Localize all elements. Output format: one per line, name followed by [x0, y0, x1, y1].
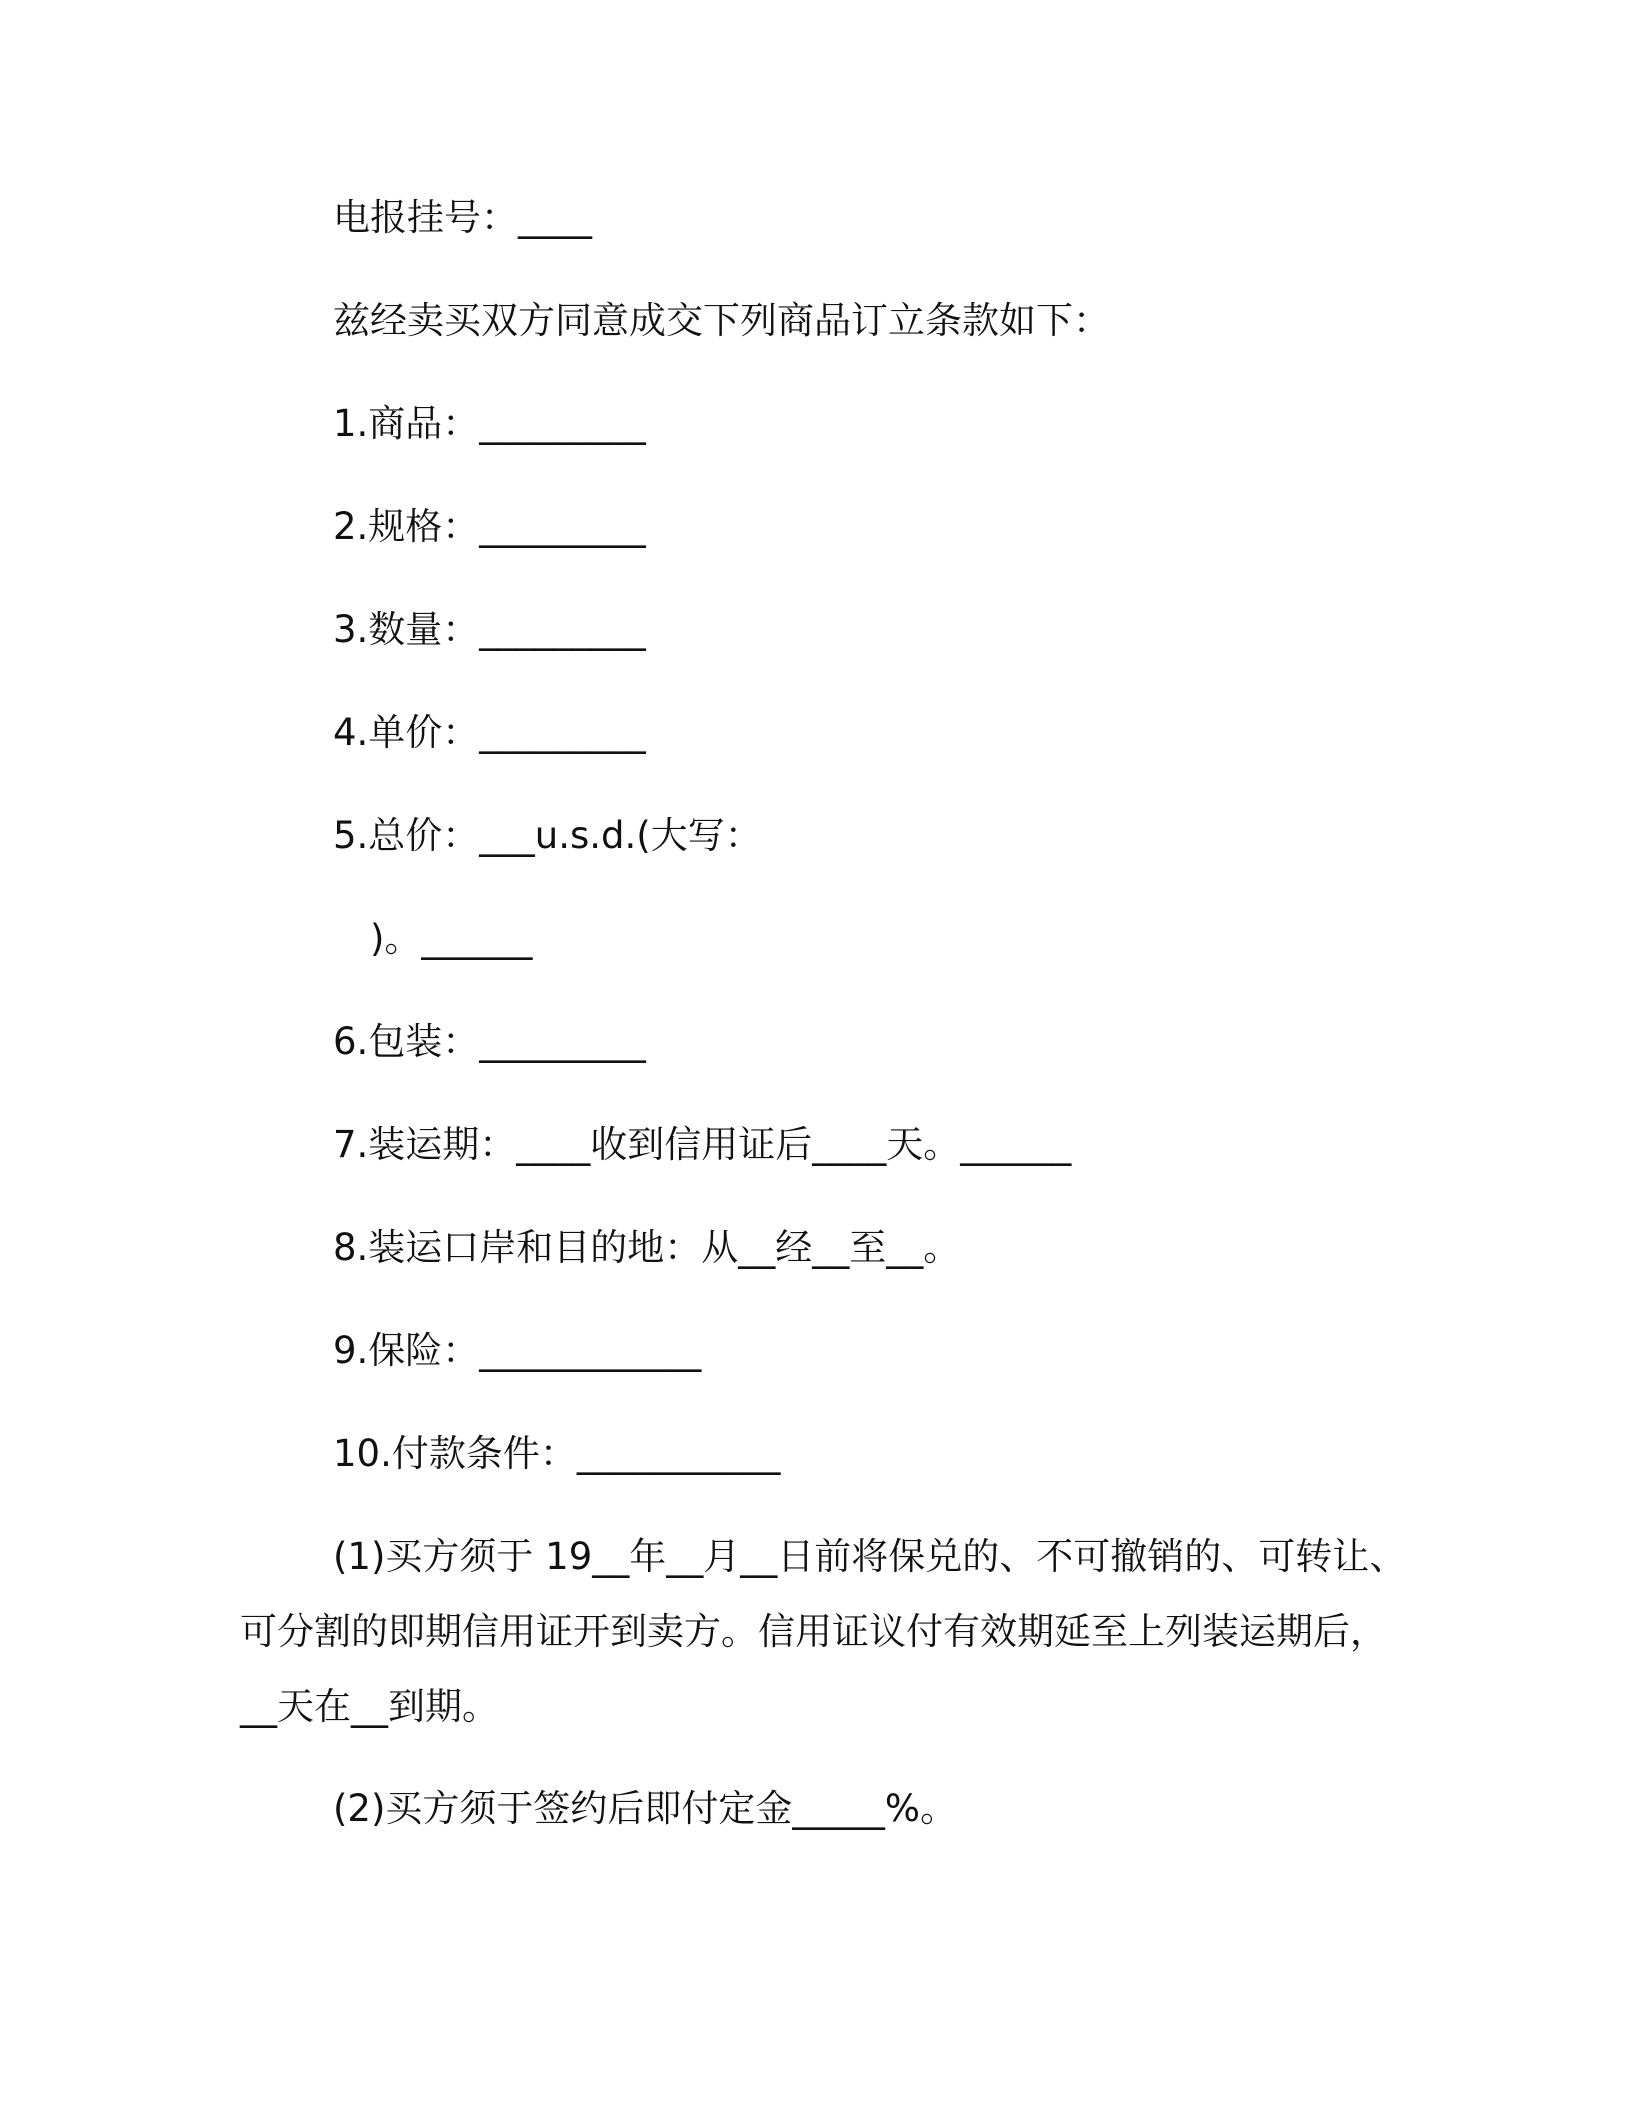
- item-unit-price: 4.单价：_________: [333, 711, 646, 754]
- item-insurance: 9.保险：____________: [333, 1329, 702, 1372]
- item-total-price-continued: )。______: [370, 917, 533, 960]
- item-quantity: 3.数量：_________: [333, 608, 646, 651]
- item-packing: 6.包装：_________: [333, 1020, 646, 1063]
- item-ports: 8.装运口岸和目的地：从__经__至__。: [333, 1226, 961, 1269]
- intro-line: 兹经卖买双方同意成交下列商品订立条款如下：: [333, 299, 1110, 342]
- payment-clause-2: (2)买方须于签约后即付定金_____%。: [333, 1787, 958, 1830]
- item-commodity: 1.商品：_________: [333, 402, 646, 445]
- item-payment-terms: 10.付款条件：___________: [333, 1432, 781, 1475]
- payment-clause-1: (1)买方须于 19__年__月__日前将保兑的、不可撤销的、可转让、: [333, 1535, 1407, 1578]
- payment-clause-1-line-3: __天在__到期。: [240, 1685, 499, 1728]
- payment-clause-1-line-2: 可分割的即期信用证开到卖方。信用证议付有效期延至上列装运期后，: [240, 1610, 1387, 1653]
- item-specification: 2.规格：_________: [333, 505, 646, 548]
- telegraph-line: 电报挂号：____: [333, 196, 592, 239]
- item-total-price: 5.总价：___u.s.d.(大写：: [333, 814, 762, 857]
- item-shipment-period: 7.装运期：____收到信用证后____天。______: [333, 1123, 1072, 1166]
